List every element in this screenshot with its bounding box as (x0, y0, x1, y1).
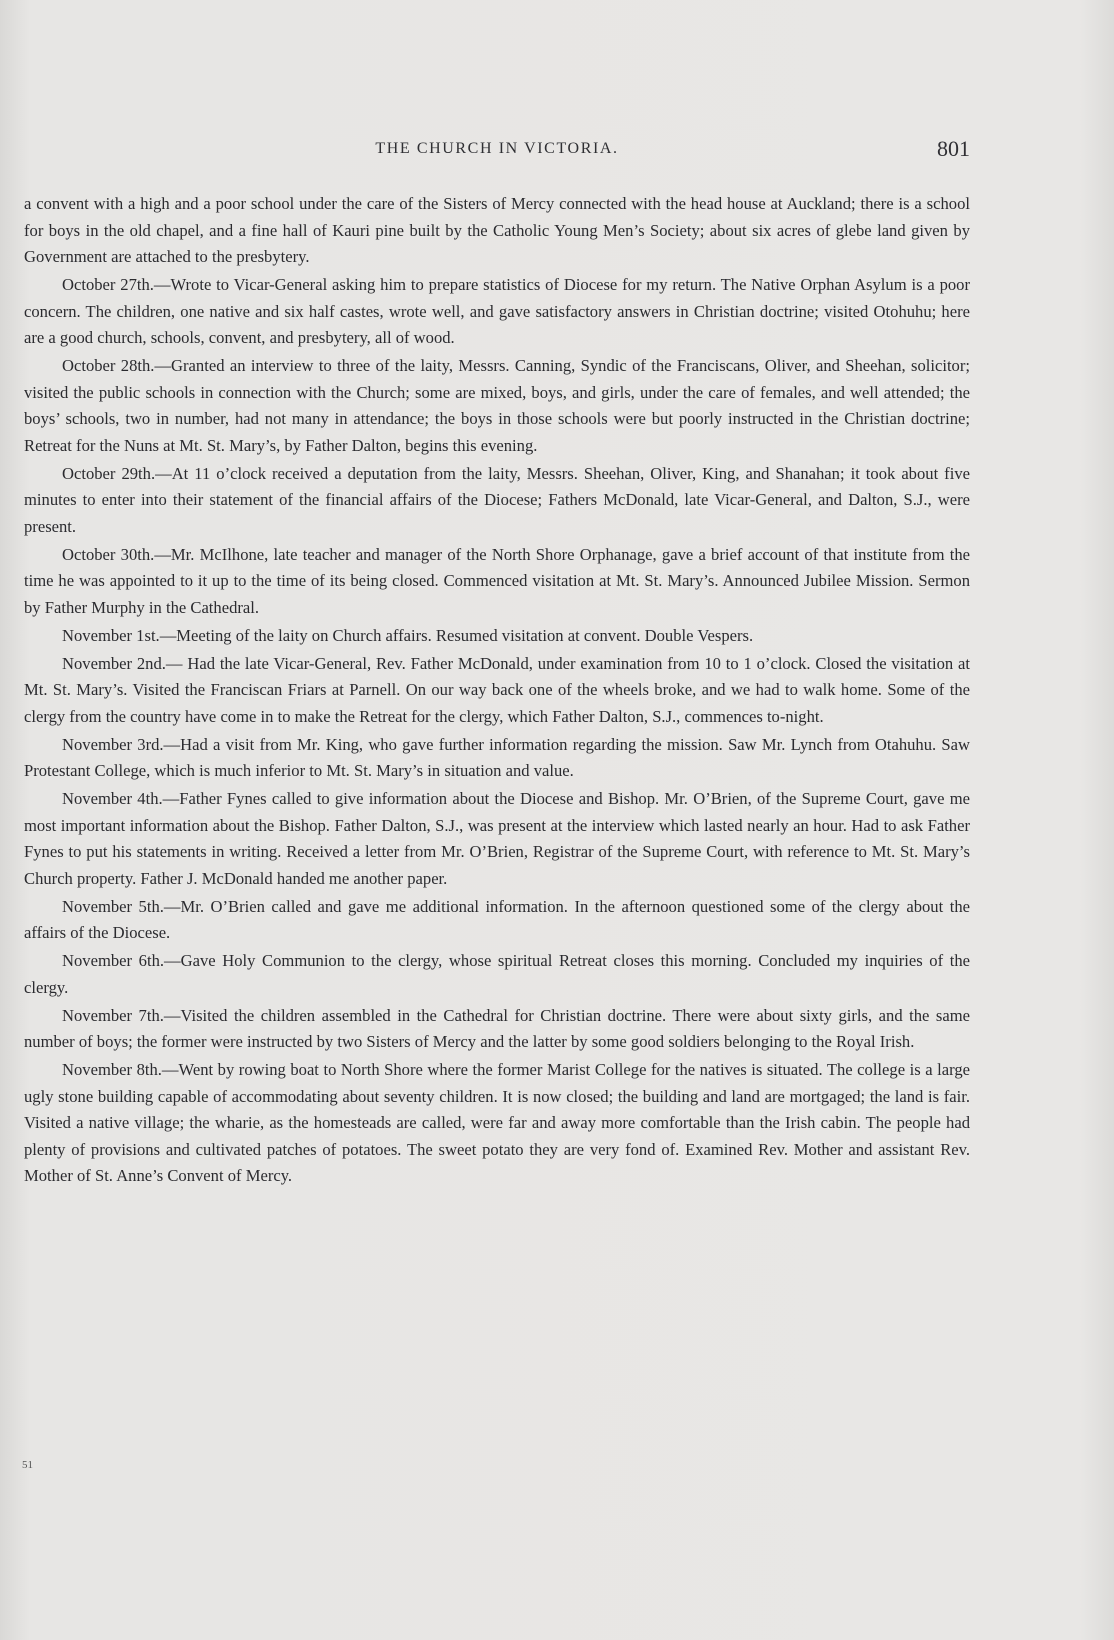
body-text (24, 191, 970, 1191)
page-number: 801 (937, 136, 970, 161)
paragraph-november-6: November 6th.—Gave Holy Communion to the clergy, whose spiritual Retreat closes this morning. Concluded my inquiries of the clergy. (24, 951, 970, 997)
paragraph-november-2: November 2nd.— Had the late Vicar-General, Rev. Father McDonald, under examination from 10 to 1 o’clock. Closed the visitation at Mt. St. Mary’s. Visited the Franciscan Friars at Parnell. On our way back one of the wheels broke, and we had to walk home. Some of the clergy from the country have come in to make the Retreat for the clergy, which Father Dalton, S.J., commences to-night. (24, 653, 970, 726)
paragraph-november-5: November 5th.—Mr. O’Brien called and gave me additional information. In the afternoon questioned some of the clergy about the affairs of the Diocese. (24, 896, 970, 942)
printer-signature: 51 (22, 1459, 33, 1471)
running-title: THE CHURCH IN VICTORIA. (375, 140, 619, 157)
paragraph-november-3: November 3rd.—Had a visit from Mr. King, who gave further information regarding the mission. Saw Mr. Lynch from Otahuhu. Saw Protestant College, which is much inferior to Mt. St. Mary’s in situation and value. (24, 734, 970, 780)
paragraph-october-29: October 29th.—At 11 o’clock received a deputation from the laity, Messrs. Sheehan, Oliver, King, and Shanahan; it took about five minutes to enter into their statement of the financial affairs of the Diocese; Fathers McDonald, late Vicar-General, and Dalton, S.J., were present. (24, 463, 970, 536)
paragraph-continuation: a convent with a high and a poor school under the care of the Sisters of Mercy connected with the head house at Auckland; there is a school for boys in the old chapel, and a fine hall of Kauri pine built by the Catholic Young Men’s Society; about six acres of glebe land given by Government are attached to the presbytery. (24, 194, 970, 266)
paragraph-october-28: October 28th.—Granted an interview to three of the laity, Messrs. Canning, Syndic of the Franciscans, Oliver, and Sheehan, solicitor; visited the public schools in connection with the Church; some are mixed, boys, and girls, under the care of females, and well attended; the boys’ schools, two in number, had not many in attendance; the boys in those schools were but poorly instructed in the Christian doctrine; Retreat for the Nuns at Mt. St. Mary’s, by Father Dalton, begins this evening. (24, 356, 970, 455)
paragraph-november-4: November 4th.—Father Fynes called to give information about the Diocese and Bishop. Mr. O’Brien, of the Supreme Court, gave me most important information about the Bishop. Father Dalton, S.J., was present at the interview which lasted nearly an hour. Had to ask Father Fynes to put his statements in writing. Received a letter from Mr. O’Brien, Registrar of the Supreme Court, with reference to Mt. St. Mary’s Church property. Father J. McDonald handed me another paper. (24, 789, 970, 888)
paragraph-november-1: November 1st.—Meeting of the laity on Church affairs. Resumed visitation at convent. Double Vespers. (62, 625, 754, 645)
paragraph-october-27: October 27th.—Wrote to Vicar-General asking him to prepare statistics of Diocese for my return. The Native Orphan Asylum is a poor concern. The children, one native and six half castes, wrote well, and gave satisfactory answers in Christian doctrine; visited Otohuhu; here are a good church, schools, convent, and presbytery, all of wood. (24, 275, 970, 347)
paragraph-november-8: November 8th.—Went by rowing boat to North Shore where the former Marist College for the natives is situated. The college is a large ugly stone building capable of accommodating about seventy children. It is now closed; the building and land are mortgaged; the land is fair. Visited a native village; the wharie, as the homesteads are called, were far and away more comfortable than the Irish cabin. The people had plenty of provisions and cultivated patches of potatoes. The sweet potato they are very fond of. Examined Rev. Mother and assistant Rev. Mother of St. Anne’s Convent of Mercy. (24, 1060, 970, 1185)
paragraph-november-7: November 7th.—Visited the children assembled in the Cathedral for Christian doctrine. There were about sixty girls, and the same number of boys; the former were instructed by two Sisters of Mercy and the latter by some good soldiers belonging to the Royal Irish. (24, 1005, 970, 1051)
page-header (24, 138, 970, 168)
paragraph-october-30: October 30th.—Mr. McIlhone, late teacher and manager of the North Shore Orphanage, gave a brief account of that institute from the time he was appointed to it up to the time of its being closed. Commenced visitation at Mt. St. Mary’s. Announced Jubilee Mission. Sermon by Father Murphy in the Cathedral. (24, 544, 970, 617)
